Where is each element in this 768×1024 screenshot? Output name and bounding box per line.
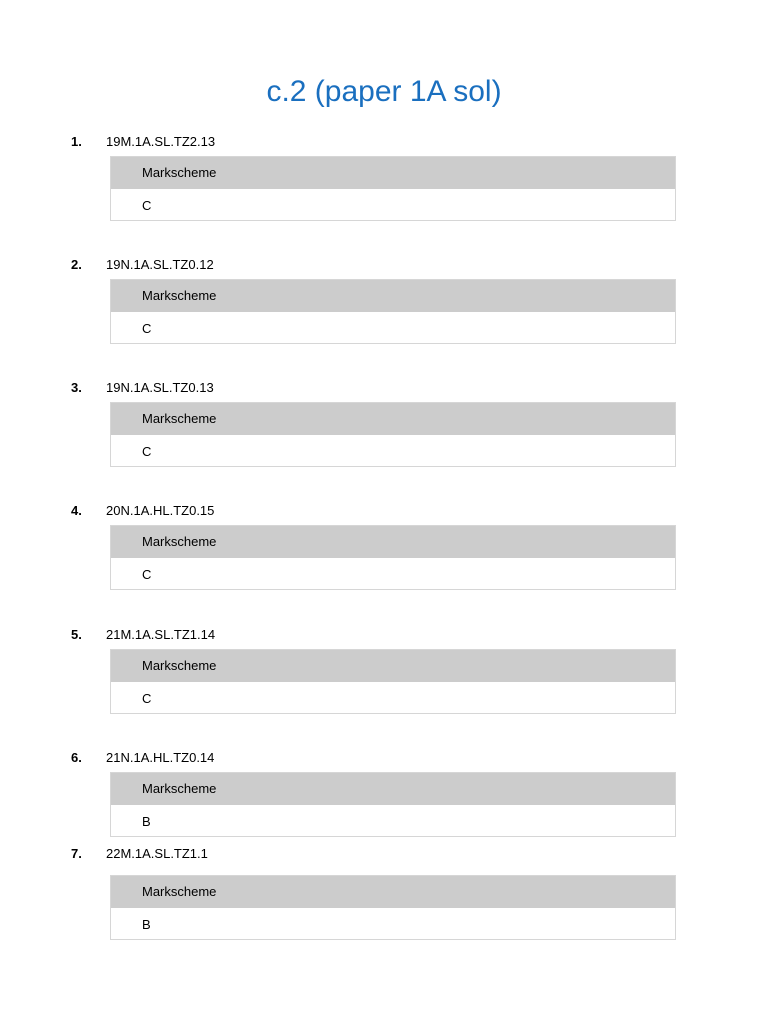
question-number: 6. [71, 750, 82, 765]
markscheme-box [110, 875, 676, 940]
question-header [0, 627, 768, 643]
question-number: 4. [71, 503, 82, 518]
markscheme-box [110, 525, 676, 590]
markscheme-label: Markscheme [142, 884, 217, 899]
question-code: 20N.1A.HL.TZ0.15 [106, 503, 215, 518]
markscheme-box [110, 772, 676, 837]
markscheme-label: Markscheme [142, 781, 217, 796]
markscheme-header [111, 280, 675, 312]
markscheme-box [110, 402, 676, 467]
markscheme-header [111, 773, 675, 805]
markscheme-answer: C [142, 691, 152, 706]
markscheme-answer: C [142, 321, 152, 336]
markscheme-answer: B [142, 814, 151, 829]
markscheme-label: Markscheme [142, 165, 217, 180]
question-header [0, 750, 768, 766]
markscheme-answer: C [142, 567, 152, 582]
markscheme-box [110, 279, 676, 344]
question-header [0, 257, 768, 273]
question-number: 3. [71, 380, 82, 395]
question-code: 21M.1A.SL.TZ1.14 [106, 627, 216, 642]
markscheme-answer: B [142, 917, 151, 932]
question-code: 19N.1A.SL.TZ0.13 [106, 380, 214, 395]
markscheme-label: Markscheme [142, 411, 217, 426]
question-number: 7. [71, 846, 82, 861]
markscheme-answer: C [142, 198, 152, 213]
question-header [0, 380, 768, 396]
markscheme-header [111, 650, 675, 682]
question-code: 22M.1A.SL.TZ1.1 [106, 846, 208, 861]
markscheme-label: Markscheme [142, 288, 217, 303]
markscheme-header [111, 876, 675, 908]
question-number: 5. [71, 627, 82, 642]
question-code: 21N.1A.HL.TZ0.14 [106, 750, 215, 765]
page-title: c.2 (paper 1A sol) [266, 75, 502, 108]
markscheme-box [110, 156, 676, 221]
question-number: 1. [71, 134, 82, 149]
question-code: 19M.1A.SL.TZ2.13 [106, 134, 216, 149]
question-code: 19N.1A.SL.TZ0.12 [106, 257, 214, 272]
markscheme-header [111, 526, 675, 558]
question-number: 2. [71, 257, 82, 272]
question-header [0, 846, 768, 862]
markscheme-header [111, 403, 675, 435]
markscheme-label: Markscheme [142, 658, 217, 673]
question-header [0, 134, 768, 150]
markscheme-box [110, 649, 676, 714]
markscheme-answer: C [142, 444, 152, 459]
markscheme-header [111, 157, 675, 189]
markscheme-label: Markscheme [142, 534, 217, 549]
question-header [0, 503, 768, 519]
